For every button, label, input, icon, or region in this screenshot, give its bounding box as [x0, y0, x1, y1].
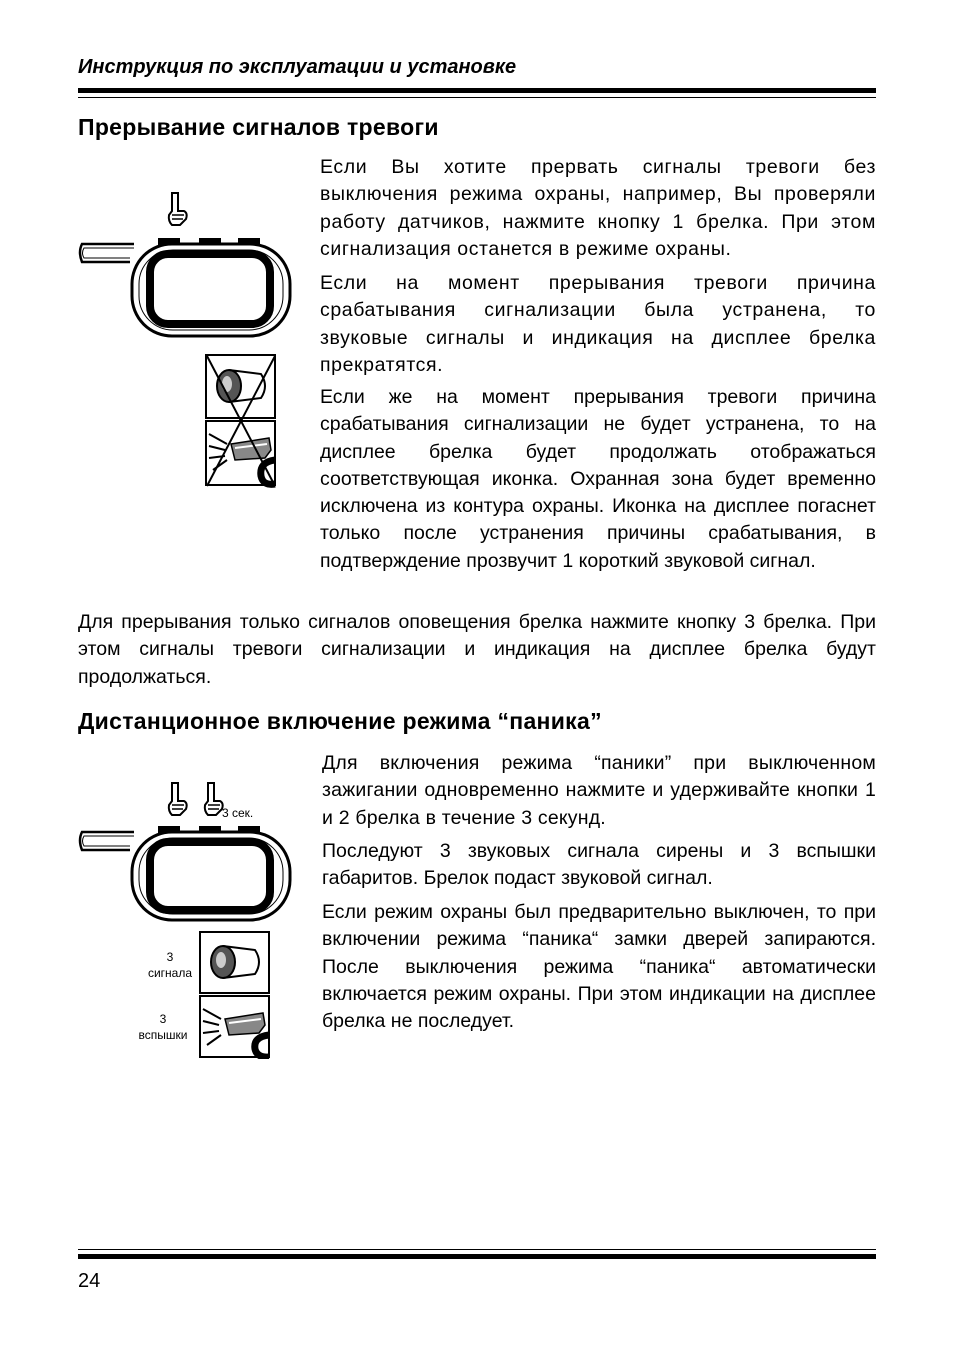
footer-rule-thick: [78, 1254, 876, 1259]
flash-count-label: 3 вспышки: [138, 1012, 188, 1042]
footer-rule-thin: [78, 1249, 876, 1250]
section1-paragraph-4: Для прерывания только сигналов оповещения брелка нажмите кнопку 3 брелка. При этом сигналы тревоги сигнализации и индикация на дисплее брелка будут продолжаться.: [78, 611, 876, 688]
header-rule-thick: [78, 88, 876, 93]
siren-flash-off-icons: [205, 354, 277, 488]
keyfob-buttons12-figure: [76, 776, 294, 924]
section1-paragraph-1: Если Вы хотите прервать сигналы тревоги без выключения режима охраны, например, Вы проверяли работу датчиков, нажмите кнопку 1 брелка. При этом сигнализация останется в режиме охраны.: [320, 156, 876, 260]
section2-paragraph-3: Если режим охраны был предварительно выключен, то при включении режима “паника“ замки дверей запираются. После выключения режима “паника“ автоматически включается режим охраны. При этом индикации на дисплее брелка не последует.: [322, 901, 876, 1033]
section-heading-panic-mode: Дистанционное включение режима “паника”: [78, 708, 602, 734]
siren-flash-on-icons: [199, 931, 271, 1059]
section2-paragraph-2: Последуют 3 звуковых сигнала сирены и 3 вспышки габаритов. Брелок подаст звуковой сигнал.: [322, 840, 876, 890]
keyfob-button1-figure: [76, 186, 294, 340]
section1-paragraph-2: Если на момент прерывания тревоги причина срабатывания сигнализации была устранена, то звуковые сигналы и индикация на дисплее брелка прекратятся.: [320, 272, 876, 376]
section1-paragraph-3: Если же на момент прерывания тревоги причина срабатывания сигнализации не будет устранена, то на дисплее брелка будет продолжать отображаться соответствующая иконка. Охранная зона будет временно исключена из контура охраны. Иконка на дисплее погаснет только после устранения причины срабатывания, в подтверждение прозвучит 1 короткий звуковой сигнал.: [320, 386, 876, 572]
pointing-hand-icon: [169, 193, 187, 225]
pointing-hand-icon: [205, 783, 223, 815]
section-heading-alarm-interrupt: Прерывание сигналов тревоги: [78, 114, 439, 140]
hold-duration-label: 3 сек.: [222, 806, 254, 820]
section2-paragraph-1: Для включения режима “паники” при выключенном зажигании одновременно нажмите и удерживайте кнопки 1 и 2 брелка в течение 3 секунд.: [322, 752, 876, 829]
siren-count-label: 3 сигнала: [147, 950, 193, 980]
page-number: 24: [78, 1270, 101, 1292]
pointing-hand-icon: [169, 783, 187, 815]
header-rule-thin: [78, 97, 876, 98]
running-header: Инструкция по эксплуатации и установке: [78, 56, 517, 78]
